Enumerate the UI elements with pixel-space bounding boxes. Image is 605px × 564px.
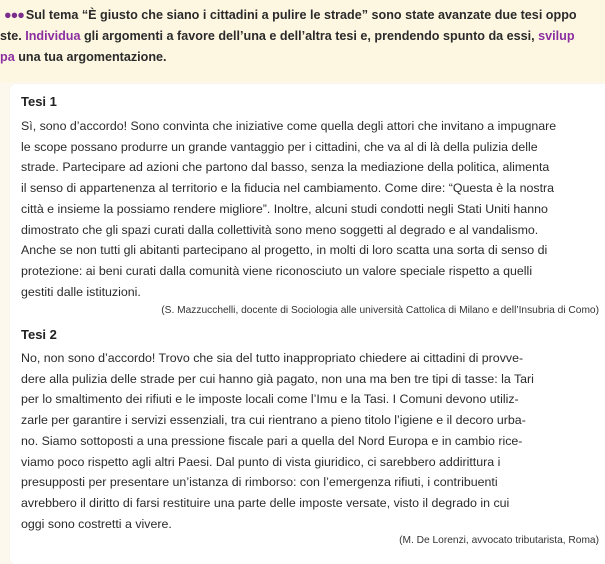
thesis-1-line: strade. Partecipare ad azioni che partono dal basso, senza la mediazione della politica, alimenta bbox=[21, 160, 550, 175]
instruction-text-2a: ste. bbox=[0, 29, 26, 43]
thesis-2-line: per lo smaltimento dei rifiuti e le imposte locali come l’Imu e la Tasi. I Comuni devono utiliz- bbox=[21, 392, 519, 407]
thesis-1-line: dimostrato che gli spazi curati dalla collettività sono meno soggetti al degrado e al vandalismo. bbox=[21, 222, 539, 237]
thesis-2-line: no. Siamo sottoposti a una pressione fiscale pari a quella del Nord Europa e in cambio rice- bbox=[21, 433, 523, 448]
thesis-1-line: Sì, sono d’accordo! Sono convinta che iniziative come quella degli attori che invitano a impugnare bbox=[21, 119, 557, 133]
thesis-2-source: (M. De Lorenzi, avvocato tributarista, Roma) bbox=[399, 535, 599, 546]
thesis-1-paragraph bbox=[21, 116, 605, 302]
thesis-1-line: le scope possano produrre un grande vantaggio per i cittadini, che va al di là della pulizia delle bbox=[21, 139, 538, 154]
thesis-1-line: il senso di appartenenza al territorio e la fiducia nel cambiamento. Come dire: “Questa è la nostra bbox=[21, 181, 555, 196]
thesis-2-line: dere alla pulizia delle strade per cui hanno già pagato, non una ma ben tre tipi di tasse: la Tari bbox=[21, 371, 534, 386]
thesis-2-paragraph bbox=[21, 348, 605, 534]
thesis-1-line: Anche se non tutti gli abitanti partecipano al progetto, in molti di loro scatta una sorta di senso di bbox=[21, 243, 548, 258]
instruction-verb-individua: Individua bbox=[25, 29, 81, 43]
instruction-line-2 bbox=[0, 29, 575, 43]
thesis-1-line: protezione: ai beni curati dalla comunità viene riconosciuto un valore speciale rispetto a quelli bbox=[21, 263, 533, 278]
thesis-2-line: No, non sono d’accordo! Trovo che sia del tutto inappropriato chiedere ai cittadini di provve- bbox=[21, 351, 524, 365]
thesis-2-line: presupposti per presentare un’istanza di rimborso: con l’emergenza rifiuti, i contribuenti bbox=[21, 475, 498, 490]
thesis-2-line: viamo poco rispetto agli altri Paesi. Dal punto di vista giuridico, ci sarebbero addirittura i bbox=[21, 454, 501, 469]
exercise-instruction bbox=[0, 0, 605, 82]
instruction-text-3: una tua argomentazione. bbox=[14, 50, 167, 64]
thesis-2-line: zarle per garantire i servizi essenziali, tra cui rientrano a pieno titolo l’igiene e il decoro urba- bbox=[21, 413, 526, 428]
instruction-line-1 bbox=[4, 8, 577, 22]
thesis-2-title: Tesi 2 bbox=[21, 327, 57, 342]
exercise-difficulty-dots: ●●● bbox=[4, 8, 24, 22]
thesis-1-title: Tesi 1 bbox=[21, 94, 57, 109]
instruction-line-3 bbox=[0, 50, 167, 64]
instruction-verb-sviluppa-end: pa bbox=[0, 50, 15, 64]
instruction-verb-sviluppa-start: svilup bbox=[538, 29, 575, 43]
thesis-1-line: gestiti dalle istituzioni. bbox=[21, 284, 141, 299]
thesis-1-line: città e insieme la possiamo rendere migliore”. Inoltre, alcuni studi condotti negli Stati Uniti hanno bbox=[21, 201, 548, 216]
thesis-1-source: (S. Mazzucchelli, docente di Sociologia alle università Cattolica di Milano e dell’Insubria di Como) bbox=[161, 305, 599, 316]
instruction-text-2b: gli argomenti a favore dell’una e dell’altra tesi e, prendendo spunto da essi, bbox=[80, 29, 539, 43]
thesis-2-line: oggi sono costretti a vivere. bbox=[21, 516, 172, 531]
instruction-text-1: Sul tema “È giusto che siano i cittadini a pulire le strade” sono state avanzate due tesi oppo bbox=[25, 8, 577, 22]
thesis-2-line: avrebbero il diritto di farsi restituire una parte delle imposte versate, visto il degrado in cui bbox=[21, 495, 510, 510]
